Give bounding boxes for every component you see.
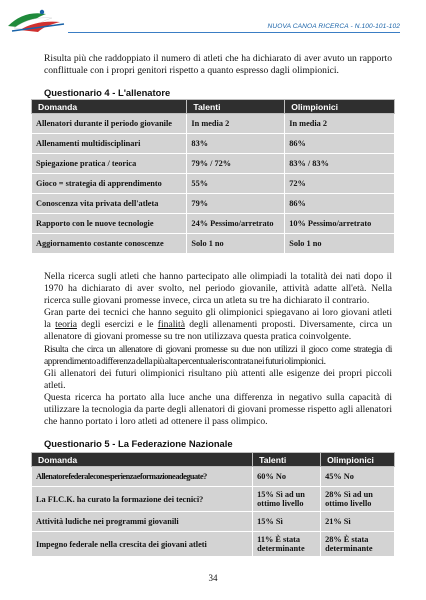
question-cell: Spiegazione pratica / teorica (32, 154, 187, 174)
olimpionici-cell: 83% / 83% (285, 154, 395, 174)
q5-header-domanda: Domanda (32, 453, 253, 467)
table-row (32, 214, 395, 234)
page-header (0, 0, 426, 38)
table-row (32, 114, 395, 134)
q5-header-talenti: Talenti (253, 453, 321, 467)
talenti-cell: 83% (187, 134, 285, 154)
olimpionici-cell: 28% Sì ad un ottimo livello (321, 487, 395, 512)
olimpionici-cell: In media 2 (285, 114, 395, 134)
intro-paragraph: Risulta più che raddoppiato il numero di atleti che ha dichiarato di aver avuto un rapporto conflittuale con i propri genitori rispetto a quanto espresso dagli olimpionici. (44, 53, 392, 77)
table-row (32, 487, 395, 512)
olimpionici-cell: 86% (285, 134, 395, 154)
q4-header-talenti: Talenti (187, 100, 285, 114)
paragraph-olimpiadi: Nella ricerca sugli atleti che hanno partecipato alle olimpiadi la totalità dei nati dopo il 1970 ha dichiarato di aver svolto, nel periodo giovanile, attività adatte all'età. Nella ricerca sulle giovani promesse invece, circa un atleta su tre ha dichiarato il contrario. (44, 271, 392, 307)
teoria-underlined: teoria (55, 319, 77, 331)
olimpionici-cell: 45% No (321, 467, 395, 487)
question-cell: Allenamenti multidisciplinari (32, 134, 187, 154)
finalita-underlined: finalità (157, 319, 185, 331)
table-row (32, 154, 395, 174)
talenti-cell: 79% / 72% (187, 154, 285, 174)
talenti-cell: In media 2 (187, 114, 285, 134)
q5-title: Questionario 5 - La Federazione Nazionale (44, 438, 233, 449)
talenti-cell: Solo 1 no (187, 234, 285, 254)
olimpionici-cell: 10% Pessimo/arretrato (285, 214, 395, 234)
q5-header-olimpionici: Olimpionici (321, 453, 395, 467)
question-cell: Conoscenza vita privata dell'atleta (32, 194, 187, 214)
table-row (32, 532, 395, 557)
header-title: NUOVA CANOA RICERCA - N.100-101-102 (267, 23, 400, 30)
olimpionici-cell: 86% (285, 194, 395, 214)
olimpionici-cell: 72% (285, 174, 395, 194)
canoe-logo-icon (6, 4, 66, 34)
question-cell: Allenatore federale con esperienza e formazione adeguate? (32, 467, 253, 487)
q4-title: Questionario 4 - L'allenatore (44, 87, 171, 98)
talenti-cell: 15% Sì ad un ottimo livello (253, 487, 321, 512)
question-cell: Allenatori durante il periodo giovanile (32, 114, 187, 134)
talenti-cell: 60% No (253, 467, 321, 487)
paragraph-gioco: Risulta che circa un allenatore di giovani promesse su due non utilizzi il gioco come strategia di apprendimento a differenza della più alta percentuale riscontrata nei futuri olimpionici. (44, 343, 392, 367)
paragraph-tecnologia: Questa ricerca ha portato alla luce anche una differenza in negativo sulla capacità di utilizzare la tecnologia da parte degli allenatori di giovani promesse rispetto agli allenatori che hanno portato i loro atleti ad ottenere il pass olimpico. (44, 391, 392, 428)
q4-header-row (32, 100, 395, 114)
q4-table (31, 99, 395, 254)
question-cell: Rapporto con le nuove tecnologie (32, 214, 187, 234)
olimpionici-cell: 21% Sì (321, 512, 395, 532)
q4-header-domanda: Domanda (32, 100, 187, 114)
body-text (44, 271, 392, 428)
q5-table (31, 452, 395, 557)
table-row (32, 174, 395, 194)
talenti-cell: 79% (187, 194, 285, 214)
question-cell: Gioco = strategia di apprendimento (32, 174, 187, 194)
table-row (32, 512, 395, 532)
talenti-cell: 55% (187, 174, 285, 194)
talenti-cell: 11% È stata determinante (253, 532, 321, 557)
talenti-cell: 15% Sì (253, 512, 321, 532)
header-rule (68, 32, 400, 33)
question-cell: La FI.C.K. ha curato la formazione dei tecnici? (32, 487, 253, 512)
question-cell: Impegno federale nella crescita dei giovani atleti (32, 532, 253, 557)
table-row (32, 134, 395, 154)
q5-header-row (32, 453, 395, 467)
question-cell: Aggiornamento costante conoscenze (32, 234, 187, 254)
question-cell: Attività ludiche nei programmi giovanili (32, 512, 253, 532)
olimpionici-cell: 28% È stata determinante (321, 532, 395, 557)
q4-header-olimpionici: Olimpionici (285, 100, 395, 114)
paragraph-allenatori: Gli allenatori dei futuri olimpionici risultano più attenti alle esigenze dei propri piccoli atleti. (44, 367, 392, 391)
talenti-cell: 24% Pessimo/arretrato (187, 214, 285, 234)
table-row (32, 234, 395, 254)
paragraph-tecnici: Gran parte dei tecnici che hanno seguito gli olimpionici spiegavano ai loro giovani atleti la teoria degli esercizi e le finalità degli allenamenti proposti. Diversamente, circa un allenatore di giovani promesse su tre non utilizzava questa pratica coinvolgente. (44, 307, 393, 343)
table-row (32, 194, 395, 214)
olimpionici-cell: Solo 1 no (285, 234, 395, 254)
table-row (32, 467, 395, 487)
page-number: 34 (208, 573, 218, 583)
